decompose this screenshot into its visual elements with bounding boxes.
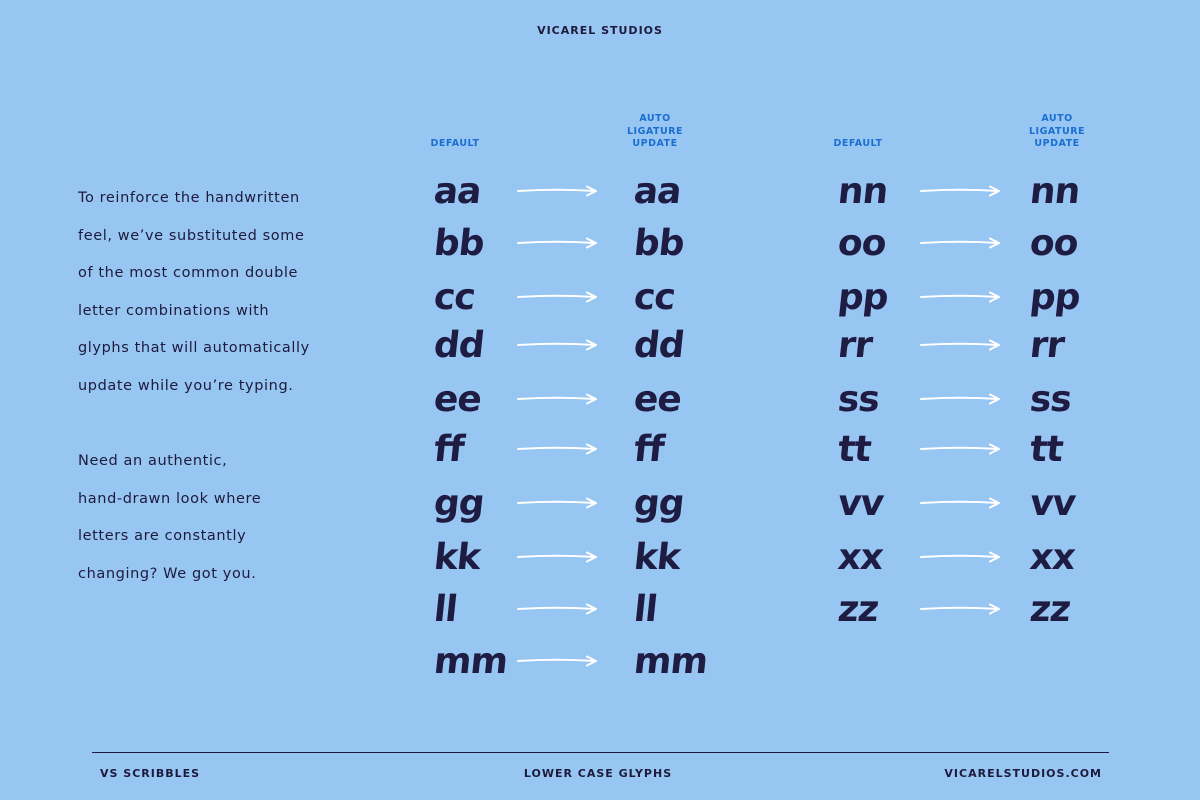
header-line: LIGATURE: [627, 125, 683, 137]
arrow-right-icon: [517, 290, 599, 304]
arrow-right-icon: [517, 602, 599, 616]
footer-website: VICARELSTUDIOS.COM: [944, 767, 1102, 780]
description-paragraph-1: [78, 180, 378, 405]
glyph-ligature: aa: [631, 171, 683, 212]
footer-center-label: LOWER CASE GLYPHS: [523, 767, 673, 780]
header-line: AUTO: [639, 113, 671, 124]
arrow-right-icon: [920, 392, 1002, 406]
footer-divider: [92, 752, 1109, 753]
glyph-default: xx: [835, 537, 885, 578]
glyph-ligature: pp: [1027, 277, 1082, 318]
column-header-default-left: DEFAULT: [430, 138, 480, 149]
description-line: letter combinations with: [78, 302, 270, 319]
glyph-ligature: oo: [1027, 223, 1080, 264]
column-header-auto-right: [1012, 113, 1102, 151]
arrow-right-icon: [920, 236, 1002, 250]
glyph-default: aa: [431, 171, 483, 212]
glyph-default: dd: [431, 325, 486, 366]
glyph-default: ee: [431, 379, 484, 420]
description-line: letters are constantly: [78, 528, 247, 544]
arrow-right-icon: [920, 184, 1002, 198]
arrow-right-icon: [920, 442, 1002, 456]
glyph-ligature: nn: [1027, 171, 1082, 212]
glyph-default: pp: [835, 277, 890, 318]
arrow-right-icon: [517, 550, 599, 564]
glyph-default: bb: [431, 223, 486, 264]
description-line: update while you’re typing.: [78, 377, 294, 394]
header-line: AUTO: [1041, 113, 1073, 124]
description-line: Need an authentic,: [78, 453, 228, 469]
glyph-ligature: ee: [631, 379, 684, 420]
header-line: LIGATURE: [1029, 125, 1085, 137]
footer-left-label: VS SCRIBBLES: [100, 767, 201, 780]
glyph-default: zz: [835, 589, 881, 630]
glyph-default: mm: [431, 641, 510, 682]
glyph-default: ff: [431, 429, 466, 470]
arrow-right-icon: [517, 654, 599, 668]
glyph-ligature: ss: [1027, 379, 1074, 420]
arrow-right-icon: [517, 496, 599, 510]
glyph-ligature: mm: [631, 641, 710, 682]
glyph-ligature: tt: [1027, 429, 1065, 470]
arrow-right-icon: [517, 338, 599, 352]
glyph-ligature: kk: [631, 537, 683, 578]
glyph-default: cc: [431, 277, 477, 318]
glyph-default: ss: [835, 379, 882, 420]
glyph-ligature: ll: [631, 589, 659, 630]
column-header-auto-left: [610, 113, 700, 151]
header-line: UPDATE: [632, 138, 678, 149]
arrow-right-icon: [920, 602, 1002, 616]
description-line: changing? We got you.: [78, 565, 257, 582]
glyph-default: kk: [431, 537, 483, 578]
arrow-right-icon: [920, 550, 1002, 564]
arrow-right-icon: [517, 236, 599, 250]
glyph-default: ll: [431, 589, 459, 630]
arrow-right-icon: [920, 290, 1002, 304]
description-line: feel, we’ve substituted some: [78, 227, 305, 244]
glyph-ligature: bb: [631, 223, 686, 264]
glyph-default: rr: [835, 325, 874, 366]
arrow-right-icon: [517, 442, 599, 456]
glyph-ligature: dd: [631, 325, 686, 366]
glyph-default: vv: [835, 483, 886, 524]
header-line: UPDATE: [1034, 138, 1080, 149]
glyph-ligature: xx: [1027, 537, 1077, 578]
glyph-default: nn: [835, 171, 890, 212]
glyph-default: oo: [835, 223, 888, 264]
glyph-ligature: vv: [1027, 483, 1078, 524]
studio-title: VICAREL STUDIOS: [537, 24, 663, 37]
glyph-ligature: zz: [1027, 589, 1073, 630]
glyph-ligature: cc: [631, 277, 677, 318]
glyph-default: tt: [835, 429, 873, 470]
arrow-right-icon: [517, 392, 599, 406]
column-header-default-right: DEFAULT: [833, 138, 883, 149]
description-line: glyphs that will automatically: [78, 340, 310, 356]
glyph-ligature: rr: [1027, 325, 1066, 366]
glyph-ligature: ff: [631, 429, 666, 470]
description-line: hand-drawn look where: [78, 490, 262, 507]
arrow-right-icon: [517, 184, 599, 198]
description-line: of the most common double: [78, 265, 299, 281]
glyph-ligature: gg: [631, 483, 686, 524]
arrow-right-icon: [920, 338, 1002, 352]
arrow-right-icon: [920, 496, 1002, 510]
glyph-default: gg: [431, 483, 486, 524]
description-paragraph-2: [78, 443, 378, 593]
description-line: To reinforce the handwritten: [78, 190, 300, 206]
